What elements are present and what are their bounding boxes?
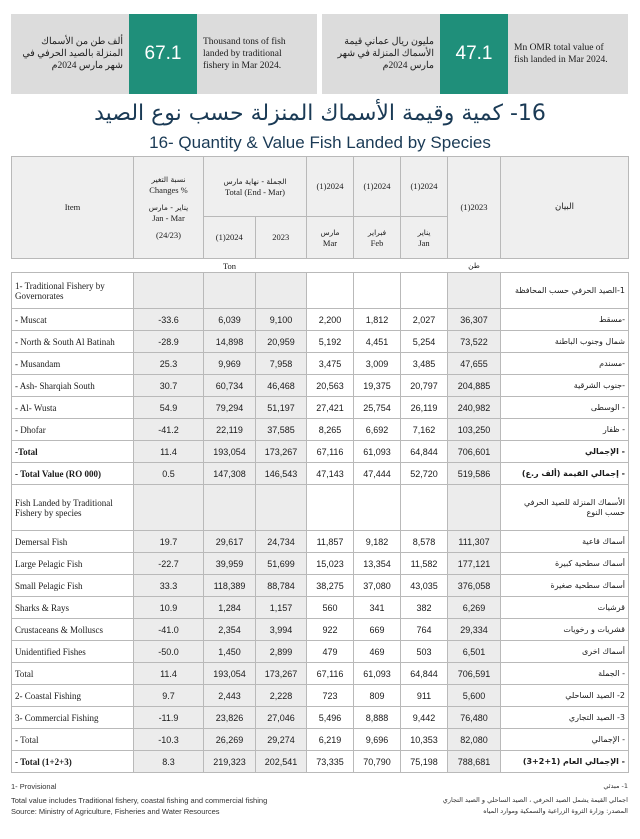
table-row [12, 463, 629, 485]
row-value: 9,442 [401, 707, 448, 729]
footer-note-provisional: 1- Provisional [11, 782, 57, 791]
row-value: 0.5 [134, 463, 204, 485]
row-value: 73,335 [307, 751, 354, 773]
row-value: 67,116 [307, 663, 354, 685]
row-value: 19,375 [354, 375, 401, 397]
row-label-en: - Ash- Sharqiah South [12, 375, 134, 397]
header-feb-ar: فبراير [367, 227, 387, 237]
row-value: 29,274 [256, 729, 307, 751]
row-value: 36,307 [448, 309, 501, 331]
row-value: 47,444 [354, 463, 401, 485]
row-value: 911 [401, 685, 448, 707]
row-value [134, 485, 204, 531]
row-value: 469 [354, 641, 401, 663]
row-value: 39,959 [204, 553, 256, 575]
row-value: 60,734 [204, 375, 256, 397]
row-value: 7,162 [401, 419, 448, 441]
row-value: 61,093 [354, 663, 401, 685]
table-row [12, 397, 629, 419]
table-row [12, 597, 629, 619]
row-label-ar: - الإجمالي [501, 729, 629, 751]
row-value: 88,784 [256, 575, 307, 597]
header-changes-ratio: (24/23) [155, 230, 182, 240]
header-jan-ar: يناير [417, 227, 431, 237]
row-value: 29,617 [204, 531, 256, 553]
table-row [12, 419, 629, 441]
header-feb [354, 157, 401, 259]
row-value: 1,157 [256, 597, 307, 619]
row-value [448, 273, 501, 309]
row-value: 1,284 [204, 597, 256, 619]
row-label-en: - Total [12, 729, 134, 751]
row-label-ar: - ظفار [501, 419, 629, 441]
row-value: 3,475 [307, 353, 354, 375]
row-value: 15,023 [307, 553, 354, 575]
row-value: 10.9 [134, 597, 204, 619]
row-value: 764 [401, 619, 448, 641]
kpi-fish-value-value: 47.1 [440, 14, 508, 94]
row-value: 5,600 [448, 685, 501, 707]
row-value: 9,182 [354, 531, 401, 553]
row-value: 27,421 [307, 397, 354, 419]
row-value: 70,790 [354, 751, 401, 773]
header-feb-en: Feb [370, 237, 384, 248]
header-changes-ar: نسبة التغير [151, 175, 186, 184]
row-label-ar: - الجملة [501, 663, 629, 685]
fish-landed-table [11, 156, 629, 773]
table-row [12, 751, 629, 773]
row-label-ar: -مسقط [501, 309, 629, 331]
row-label-en: - Dhofar [12, 419, 134, 441]
row-value: 519,586 [448, 463, 501, 485]
row-label-ar: أسماك سطحية كبيرة [501, 553, 629, 575]
kpi-fish-landed-ar: ألف طن من الأسماك المنزلة بالصيد الحرفي في شهر مارس 2024م [22, 37, 123, 71]
row-label-ar: 2- الصيد الساحلي [501, 685, 629, 707]
row-label-ar: 1-الصيد الحرفي حسب المحافظة [501, 273, 629, 309]
row-value [256, 273, 307, 309]
header-changes-period-en: Jan - Mar [152, 213, 185, 223]
header-mar-ar: مارس [320, 227, 340, 237]
row-value: 46,468 [256, 375, 307, 397]
row-label-en: Sharks & Rays [12, 597, 134, 619]
row-value: 25,754 [354, 397, 401, 419]
row-value: 8.3 [134, 751, 204, 773]
row-value: 10,353 [401, 729, 448, 751]
row-value: 26,119 [401, 397, 448, 419]
header-jan-year: (1)2024 [401, 157, 447, 217]
row-label-en: Total [12, 663, 134, 685]
row-value: 6,269 [448, 597, 501, 619]
header-item: Item [12, 157, 134, 259]
row-value: 9,969 [204, 353, 256, 375]
row-value: 23,826 [204, 707, 256, 729]
row-value: 79,294 [204, 397, 256, 419]
row-value: 5,496 [307, 707, 354, 729]
row-value: 29,334 [448, 619, 501, 641]
header-label-ar: البيان [501, 157, 629, 259]
row-label-en: - Al- Wusta [12, 397, 134, 419]
row-label-en: - Total Value (RO 000) [12, 463, 134, 485]
header-changes [134, 157, 204, 259]
row-value: 30.7 [134, 375, 204, 397]
row-value: 479 [307, 641, 354, 663]
row-value: -28.9 [134, 331, 204, 353]
row-value: 13,354 [354, 553, 401, 575]
table-row [12, 685, 629, 707]
row-value: -41.0 [134, 619, 204, 641]
row-value: 20,563 [307, 375, 354, 397]
row-label-ar: - الوسطى [501, 397, 629, 419]
row-value: 2,200 [307, 309, 354, 331]
footer-note-total-value: Total value includes Traditional fishery, coastal fishing and commercial fishing [11, 796, 268, 805]
row-value: 11,582 [401, 553, 448, 575]
row-label-ar: أسماك سطحية صغيرة [501, 575, 629, 597]
table-row [12, 707, 629, 729]
row-value: 20,797 [401, 375, 448, 397]
row-value [401, 485, 448, 531]
row-label-en: - Musandam [12, 353, 134, 375]
unit-row [12, 259, 629, 273]
row-value [401, 273, 448, 309]
row-label-ar: - إجمالي القيمة (ألف ر.ع) [501, 463, 629, 485]
row-value [307, 273, 354, 309]
row-value: 11.4 [134, 663, 204, 685]
kpi-fish-value-ar: مليون ريال عماني قيمة الأسماك المنزلة في شهر مارس 2024م [337, 37, 434, 71]
row-value: 27,046 [256, 707, 307, 729]
table-row [12, 375, 629, 397]
row-value: 8,265 [307, 419, 354, 441]
row-value: -41.2 [134, 419, 204, 441]
row-label-ar: شمال وجنوب الباطنة [501, 331, 629, 353]
header-mar-year: (1)2024 [307, 157, 353, 217]
table-row [12, 309, 629, 331]
row-label-en: - North & South Al Batinah [12, 331, 134, 353]
row-value: 2,899 [256, 641, 307, 663]
row-value: 47,655 [448, 353, 501, 375]
row-label-en: Crustaceans & Molluscs [12, 619, 134, 641]
row-label-en: Fish Landed by Traditional Fishery by species [12, 485, 134, 531]
row-value: 146,543 [256, 463, 307, 485]
kpi-fish-landed [11, 14, 317, 94]
row-value: 82,080 [448, 729, 501, 751]
row-value: 118,389 [204, 575, 256, 597]
row-value: 26,269 [204, 729, 256, 751]
unit-en: Ton [222, 260, 237, 271]
header-total-2023: 2023 [272, 232, 290, 242]
table-row [12, 729, 629, 751]
row-value: 1,812 [354, 309, 401, 331]
row-value [256, 485, 307, 531]
header-total [204, 157, 307, 259]
header-mar [307, 157, 354, 259]
row-value: 6,039 [204, 309, 256, 331]
row-value: 560 [307, 597, 354, 619]
kpi-fish-landed-en: Thousand tons of fish landed by traditional fishery in Mar 2024. [203, 37, 286, 71]
row-value: 3,009 [354, 353, 401, 375]
row-value [204, 485, 256, 531]
row-value [354, 273, 401, 309]
row-value: 788,681 [448, 751, 501, 773]
table-body [12, 259, 629, 773]
row-value: 3,994 [256, 619, 307, 641]
page-title-ar: 16- كمية وقيمة الأسماك المنزلة حسب نوع الصيد [94, 101, 546, 126]
row-value: 14,898 [204, 331, 256, 353]
row-value: 67,116 [307, 441, 354, 463]
row-value: 37,585 [256, 419, 307, 441]
table-row [12, 663, 629, 685]
table-row [12, 641, 629, 663]
kpi-row [11, 14, 628, 94]
row-value: 382 [401, 597, 448, 619]
row-value: 33.3 [134, 575, 204, 597]
page-title-en: 16- Quantity & Value Fish Landed by Species [149, 133, 491, 152]
table-row [12, 553, 629, 575]
row-label-en: 2- Coastal Fishing [12, 685, 134, 707]
row-value: 20,959 [256, 331, 307, 353]
row-label-ar: -مسندم [501, 353, 629, 375]
row-value [354, 485, 401, 531]
row-value: 173,267 [256, 441, 307, 463]
row-label-ar: -جنوب الشرقية [501, 375, 629, 397]
row-value: 9,696 [354, 729, 401, 751]
row-value: 7,958 [256, 353, 307, 375]
header-changes-period-ar: يناير - مارس [148, 203, 189, 212]
row-value: 6,219 [307, 729, 354, 751]
table-row [12, 331, 629, 353]
row-label-ar: - الإجمالي العام (1+2+3) [501, 751, 629, 773]
header-jan-en: Jan [418, 237, 430, 248]
row-label-en: Unidentified Fishes [12, 641, 134, 663]
row-label-en: -Total [12, 441, 134, 463]
row-value: 76,480 [448, 707, 501, 729]
row-value: 669 [354, 619, 401, 641]
row-value: 75,198 [401, 751, 448, 773]
header-feb-year: (1)2024 [354, 157, 400, 217]
row-value: 3,485 [401, 353, 448, 375]
row-value: 38,275 [307, 575, 354, 597]
row-value: 24,734 [256, 531, 307, 553]
row-value: 5,192 [307, 331, 354, 353]
row-label-ar: - الإجمالي [501, 441, 629, 463]
footer-source: Source: Ministry of Agriculture, Fisheries and Water Resources [11, 807, 220, 816]
row-value: 193,054 [204, 441, 256, 463]
row-value: -10.3 [134, 729, 204, 751]
row-value: 922 [307, 619, 354, 641]
row-value: 9.7 [134, 685, 204, 707]
kpi-fish-landed-value: 67.1 [129, 14, 197, 94]
row-value: -22.7 [134, 553, 204, 575]
row-value: 103,250 [448, 419, 501, 441]
row-value: 73,522 [448, 331, 501, 353]
row-value: -50.0 [134, 641, 204, 663]
row-value: 64,844 [401, 441, 448, 463]
row-value [448, 485, 501, 531]
row-value: 54.9 [134, 397, 204, 419]
row-value: 1,450 [204, 641, 256, 663]
row-value: 177,121 [448, 553, 501, 575]
row-value: 61,093 [354, 441, 401, 463]
row-value: 6,692 [354, 419, 401, 441]
row-value: 2,027 [401, 309, 448, 331]
table-row [12, 619, 629, 641]
header-2023: (1)2023 [448, 157, 501, 259]
row-label-en: Demersal Fish [12, 531, 134, 553]
row-value: 25.3 [134, 353, 204, 375]
row-value: 37,080 [354, 575, 401, 597]
table-row [12, 531, 629, 553]
row-label-en: - Total (1+2+3) [12, 751, 134, 773]
header-jan [401, 157, 448, 259]
row-value: -11.9 [134, 707, 204, 729]
row-value: 173,267 [256, 663, 307, 685]
row-value: 723 [307, 685, 354, 707]
row-value: 4,451 [354, 331, 401, 353]
row-label-en: Large Pelagic Fish [12, 553, 134, 575]
row-label-en: 1- Traditional Fishery by Governorates [12, 273, 134, 309]
row-label-ar: قشريات و رخويات [501, 619, 629, 641]
row-value: 22,119 [204, 419, 256, 441]
header-mar-en: Mar [322, 237, 338, 248]
row-value: 64,844 [401, 663, 448, 685]
row-value: 11,857 [307, 531, 354, 553]
footer-note-total-value-ar: اجمالي القيمة يشمل الصيد الحرفي ، الصيد الساحلي و الصيد التجاري [442, 796, 628, 804]
row-label-ar: الأسماك المنزلة للصيد الحرفي حسب النوع [501, 485, 629, 531]
table-row [12, 353, 629, 375]
row-label-en: - Muscat [12, 309, 134, 331]
row-value: 204,885 [448, 375, 501, 397]
table-row [12, 575, 629, 597]
row-label-ar: أسماك قاعية [501, 531, 629, 553]
row-value: 8,888 [354, 707, 401, 729]
row-value: 2,228 [256, 685, 307, 707]
row-value: 47,143 [307, 463, 354, 485]
row-value: 8,578 [401, 531, 448, 553]
row-label-ar: قرشيات [501, 597, 629, 619]
kpi-fish-value [322, 14, 628, 94]
table-row [12, 441, 629, 463]
row-label-en: Small Pelagic Fish [12, 575, 134, 597]
header-total-en: Total (End - Mar) [224, 186, 286, 197]
row-value: 2,354 [204, 619, 256, 641]
row-value [134, 273, 204, 309]
row-value: 51,699 [256, 553, 307, 575]
row-value: 51,197 [256, 397, 307, 419]
row-value: 2,443 [204, 685, 256, 707]
row-value: 147,308 [204, 463, 256, 485]
row-value: 706,591 [448, 663, 501, 685]
row-value: 219,323 [204, 751, 256, 773]
header-total-2024: (1)2024 [204, 217, 256, 258]
row-value: 111,307 [448, 531, 501, 553]
row-value: 52,720 [401, 463, 448, 485]
unit-ar: طن [468, 261, 480, 270]
kpi-fish-value-en: Mn OMR total value of fish landed in Mar 2024. [514, 43, 608, 65]
row-value: 706,601 [448, 441, 501, 463]
header-total-ar: الجملة - نهاية مارس [223, 176, 287, 186]
row-value: 202,541 [256, 751, 307, 773]
row-value: -33.6 [134, 309, 204, 331]
row-label-ar: أسماك اخرى [501, 641, 629, 663]
footer-source-ar: المصدر: وزارة الثروة الزراعية والسمكية وموارد المياه [483, 807, 628, 815]
row-value: 809 [354, 685, 401, 707]
row-value: 240,982 [448, 397, 501, 419]
table-row [12, 273, 629, 309]
row-value: 193,054 [204, 663, 256, 685]
row-value: 376,058 [448, 575, 501, 597]
row-value [307, 485, 354, 531]
row-value: 43,035 [401, 575, 448, 597]
row-value: 11.4 [134, 441, 204, 463]
row-value [204, 273, 256, 309]
row-value: 5,254 [401, 331, 448, 353]
row-value: 19.7 [134, 531, 204, 553]
row-value: 341 [354, 597, 401, 619]
row-value: 9,100 [256, 309, 307, 331]
header-changes-en: Changes % [149, 185, 188, 195]
footer-note-provisional-ar: 1- مبدئي [603, 782, 628, 790]
row-label-en: 3- Commercial Fishing [12, 707, 134, 729]
row-value: 503 [401, 641, 448, 663]
table-row [12, 485, 629, 531]
row-value: 6,501 [448, 641, 501, 663]
row-label-ar: 3- الصيد التجاري [501, 707, 629, 729]
